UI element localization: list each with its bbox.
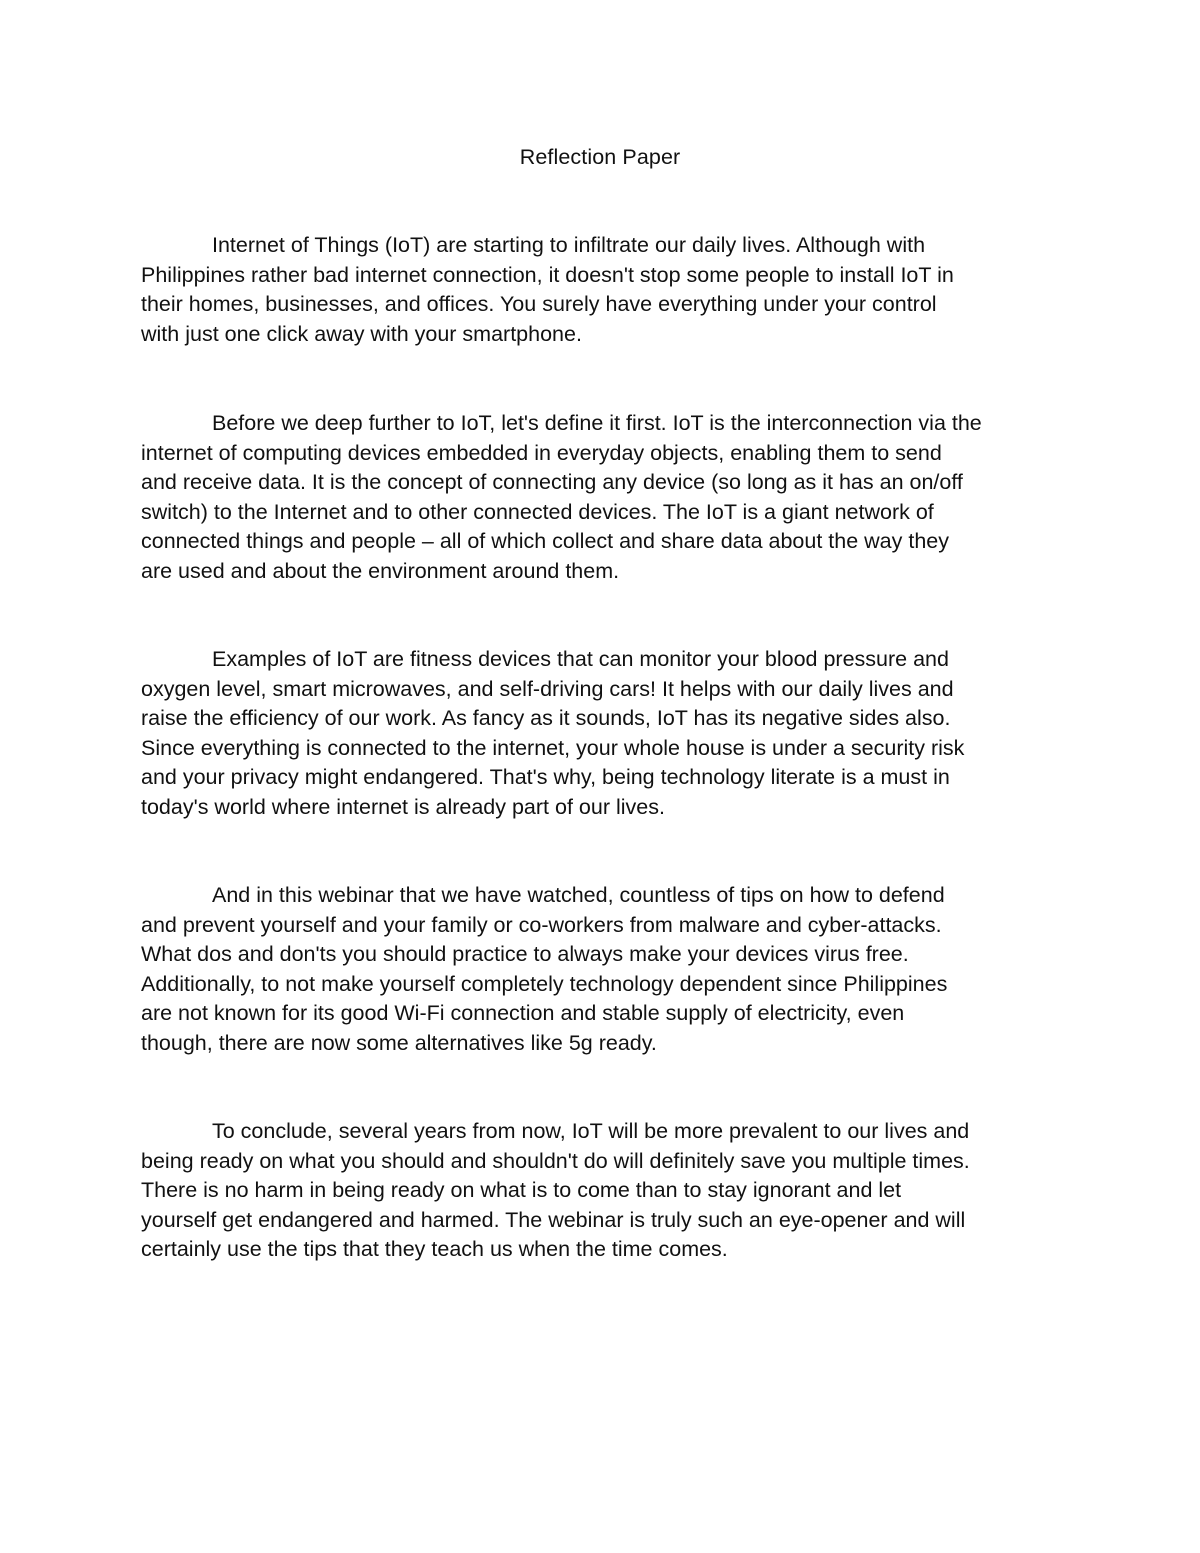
paragraph-line: Examples of IoT are fitness devices that can monitor your blood pressure and <box>212 647 949 671</box>
paragraph-line: are used and about the environment around them. <box>141 558 620 583</box>
paragraph-line: To conclude, several years from now, IoT will be more prevalent to our lives and <box>212 1119 970 1143</box>
paragraph-line: connected things and people – all of which collect and share data about the way they <box>141 529 949 553</box>
paragraph-line: though, there are now some alternatives like 5g ready. <box>141 1030 657 1055</box>
paragraph-line: What dos and don'ts you should practice to always make your devices virus free. <box>141 942 909 966</box>
paragraph-line: raise the efficiency of our work. As fancy as it sounds, IoT has its negative sides also. <box>141 706 951 730</box>
paragraph-line: their homes, businesses, and offices. You surely have everything under your control <box>141 292 937 316</box>
paragraph-line: and receive data. It is the concept of connecting any device (so long as it has an on/off <box>141 470 963 494</box>
document-title: Reflection Paper <box>519 145 681 169</box>
paragraph-webinar <box>141 881 1061 1058</box>
paragraph-line: Since everything is connected to the internet, your whole house is under a security risk <box>141 735 965 760</box>
paragraph-line: internet of computing devices embedded in everyday objects, enabling them to send <box>141 440 942 465</box>
paragraph-examples <box>141 645 1061 822</box>
paragraph-line: and your privacy might endangered. That's why, being technology literate is a must in <box>141 765 950 789</box>
paragraph-line: Additionally, to not make yourself completely technology dependent since Philippines <box>141 971 948 996</box>
paragraph-line: Philippines rather bad internet connection, it doesn't stop some people to install IoT in <box>141 262 954 287</box>
paragraph-line: Internet of Things (IoT) are starting to infiltrate our daily lives. Although with <box>212 233 926 257</box>
paragraph-line: oxygen level, smart microwaves, and self-driving cars! It helps with our daily lives and <box>141 676 954 701</box>
paragraph-definition <box>141 409 1061 586</box>
paragraph-conclusion <box>141 1117 1061 1265</box>
paragraph-line: And in this webinar that we have watched, countless of tips on how to defend <box>212 883 945 907</box>
paragraph-line: There is no harm in being ready on what is to come than to stay ignorant and let <box>141 1178 902 1202</box>
paragraph-line: with just one click away with your smartphone. <box>141 321 582 346</box>
paragraph-line: today's world where internet is already part of our lives. <box>141 794 665 819</box>
paragraph-introduction <box>141 231 1061 349</box>
paragraph-line: switch) to the Internet and to other connected devices. The IoT is a giant network of <box>141 499 934 524</box>
paragraph-line: and prevent yourself and your family or co-workers from malware and cyber-attacks. <box>141 912 942 937</box>
paragraph-line: yourself get endangered and harmed. The webinar is truly such an eye-opener and will <box>141 1207 966 1232</box>
paragraph-line: certainly use the tips that they teach us when the time comes. <box>141 1237 728 1261</box>
paragraph-line: being ready on what you should and shouldn't do will definitely save you multiple times. <box>141 1148 970 1173</box>
paragraph-line: are not known for its good Wi-Fi connection and stable supply of electricity, even <box>141 1001 905 1025</box>
paragraph-line: Before we deep further to IoT, let's define it first. IoT is the interconnection via the <box>212 411 982 435</box>
